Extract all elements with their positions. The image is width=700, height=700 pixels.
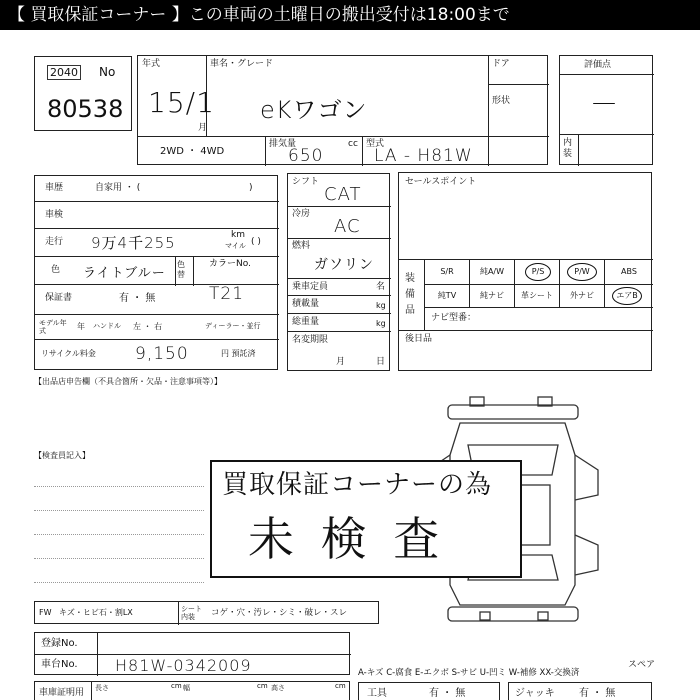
fw-label: FW (39, 608, 52, 617)
chassis-value: H81W-0342009 (115, 656, 252, 675)
year-value: 15/1 (148, 86, 215, 119)
cert-label: 車庫証明用 (39, 688, 85, 698)
inspection-label: 車検 (45, 210, 64, 220)
fuel-value: ガソリン (314, 257, 374, 273)
displacement-value: 650 (288, 146, 324, 166)
equipment-item-circled: P/W (567, 263, 597, 281)
rating-value: — (592, 88, 617, 116)
color-no-value: T21 (209, 284, 245, 304)
history-label: 車歴 (45, 183, 64, 193)
cert-cm3: cm (335, 682, 346, 690)
cert-length: 長さ (95, 684, 109, 692)
stamp-number: 2040 (47, 65, 81, 80)
shape-label: 形状 (492, 96, 511, 106)
fw-value: キズ・ヒビ石・割LX (59, 608, 133, 617)
equipment-item: 外ナビ (570, 291, 594, 300)
lot-number: 80538 (47, 95, 124, 123)
mileage-value: 9万4千255 (91, 234, 176, 252)
vehicle-details-middle (287, 173, 390, 371)
mileage-unit-mile: マイル (225, 242, 246, 250)
color-no-label: カラーNo. (209, 259, 251, 269)
name-label: 車名・グレード (210, 59, 274, 69)
cert-cm2: cm (257, 682, 268, 690)
no-label: No (99, 65, 116, 79)
model-label: 型式 (366, 139, 385, 149)
equipment-item: S/R (440, 267, 454, 276)
rating-label: 評価点 (584, 60, 612, 70)
handle-value: 左 ・ 右 (133, 322, 163, 331)
equipment-item: 革シート (521, 291, 553, 300)
unverified-stamp (210, 460, 522, 578)
cert-width: 幅 (183, 684, 190, 692)
equipment-item: 純A/W (479, 267, 505, 276)
later-items-label: 後日品 (405, 334, 433, 344)
model-year-label: モデル年式 (39, 319, 67, 336)
handle-label: ハンドル (93, 322, 121, 330)
equipment-item: 純ナビ (480, 291, 504, 300)
chassis-label: 車台No. (41, 659, 78, 670)
model-year-unit: 年 (77, 322, 85, 331)
navi-model-label: ナビ型番： (431, 313, 477, 323)
equipment-item-circled: エアB (612, 287, 642, 305)
month-suffix: 月 (198, 123, 208, 133)
tools-box (358, 682, 500, 700)
load-unit: kg (376, 301, 386, 310)
shift-value: CAT (324, 184, 362, 205)
seat-label: シート内装 (181, 605, 202, 622)
shift-label: シフト (292, 177, 320, 187)
name-value: eKワゴン (260, 96, 368, 124)
change-label: 名変期限 (292, 335, 329, 345)
equipment-item: ABS (621, 267, 637, 276)
displacement-unit: cc (348, 139, 358, 149)
capacity-unit: 名 (376, 282, 386, 292)
history-value: 自家用 ・ ( (95, 183, 141, 193)
drive-label: 2WD ・ 4WD (160, 146, 225, 157)
recycle-unit: 円 預託済 (221, 349, 256, 358)
vehicle-details-left (34, 175, 278, 370)
aircon-value: AC (334, 216, 361, 237)
warranty-value: 有 ・ 無 (119, 293, 156, 304)
jack-value: 有 ・ 無 (579, 688, 616, 699)
equipment-item: 純TV (437, 291, 457, 300)
weight-label: 総重量 (292, 317, 320, 327)
recycle-value: 9,150 (135, 344, 189, 364)
damage-legend: A-キズ C-腐食 E-エクボ S-サビ U-凹ミ W-補修 XX-交換済 (358, 668, 580, 678)
garage-cert-box (34, 681, 350, 700)
defect-legend-row (34, 601, 379, 624)
door-label: ドア (492, 59, 510, 69)
stamp-line2: 未 検 査 (248, 512, 446, 566)
seat-value: コゲ・穴・汚レ・シミ・破レ・スレ (211, 608, 348, 618)
change-unit2: 日 (376, 357, 386, 367)
mileage-unit-km: km (231, 230, 245, 240)
equipment-item-circled: P/S (525, 263, 551, 281)
cert-cm1: cm (171, 682, 182, 690)
mileage-paren: ( ) (251, 237, 261, 247)
inspector-label: 【検査員記入】 (34, 451, 90, 460)
recycle-label: リサイクル料金 (41, 349, 96, 358)
tools-label: 工具 (367, 688, 387, 699)
stamp-line1: 買取保証コーナーの為 (222, 470, 493, 500)
rating-box (559, 55, 653, 165)
fuel-label: 燃料 (292, 241, 311, 251)
warranty-label: 保証書 (45, 293, 73, 303)
year-label: 年式 (142, 59, 161, 69)
change-unit: 月 (336, 357, 346, 367)
color-value: ライトブルー (83, 266, 166, 281)
weight-unit: kg (376, 319, 386, 328)
load-label: 積載量 (292, 299, 320, 309)
spare-label: スペア (628, 660, 656, 670)
interior-label: 内装 (563, 138, 573, 159)
history-close: ) (249, 183, 253, 193)
model-value: LA - H81W (374, 146, 473, 166)
reg-no-label: 登録No. (41, 638, 78, 649)
aircon-label: 冷房 (292, 209, 311, 219)
sales-equipment-box (398, 172, 652, 371)
registration-box (34, 632, 350, 675)
header-box (137, 55, 548, 165)
cert-height: 高さ (271, 684, 285, 692)
mileage-label: 走行 (45, 237, 64, 247)
equipment-label: 装備品 (405, 273, 415, 316)
report-label: 【出品店申告欄（不具合箇所・欠品・注意事項等）】 (34, 377, 222, 386)
tools-value: 有 ・ 無 (429, 688, 466, 699)
jack-box (508, 682, 652, 700)
top-banner: 【 買取保証コーナー 】この車両の土曜日の搬出受付は18:00まで (0, 0, 700, 30)
sales-point-label: セールスポイント (405, 177, 477, 187)
dealer-label: ディーラー・並行 (205, 322, 261, 330)
displacement-label: 排気量 (269, 139, 297, 149)
color-label: 色 (51, 265, 61, 275)
lot-number-box (34, 56, 132, 131)
capacity-label: 乗車定員 (292, 282, 329, 292)
jack-label: ジャッキ (515, 688, 555, 699)
color-change: 色替 (177, 260, 185, 279)
